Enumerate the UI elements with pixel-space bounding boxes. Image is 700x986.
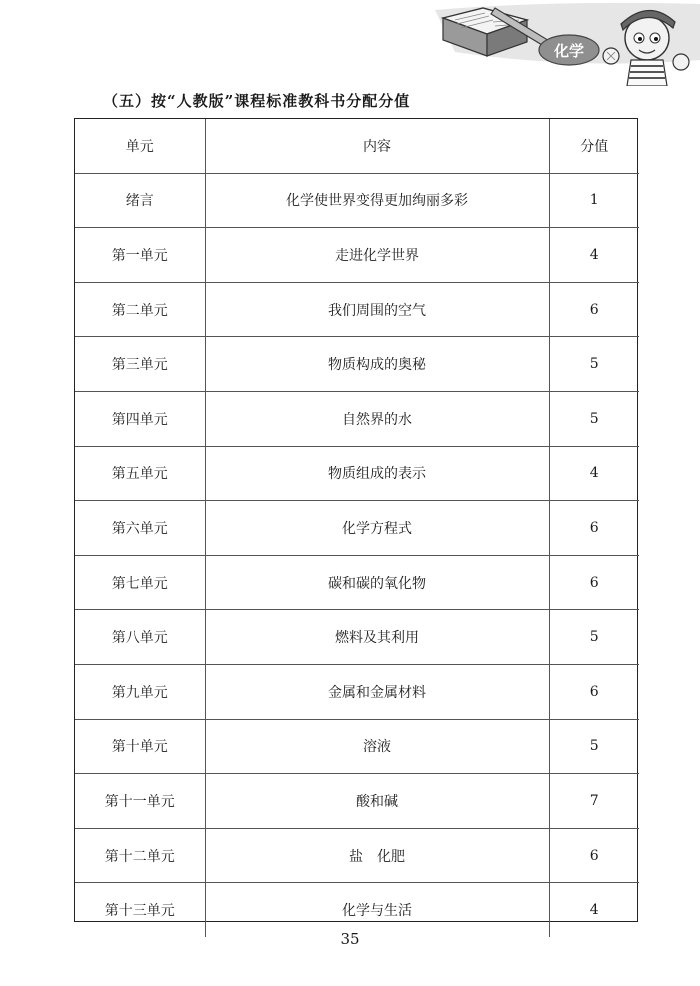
table-row	[75, 828, 639, 883]
score-cell: 1	[549, 173, 639, 228]
content-cell: 碳和碳的氧化物	[205, 555, 549, 610]
content-cell: 溶液	[205, 719, 549, 774]
table-row	[75, 555, 639, 610]
unit-cell: 第一单元	[75, 228, 205, 283]
score-cell: 6	[549, 828, 639, 883]
score-cell: 6	[549, 501, 639, 556]
table-header-row	[75, 119, 639, 173]
content-cell: 化学与生活	[205, 883, 549, 937]
column-header-content: 内容	[205, 119, 549, 173]
score-cell: 4	[549, 883, 639, 937]
score-cell: 6	[549, 664, 639, 719]
unit-cell: 第三单元	[75, 337, 205, 392]
unit-cell: 第十三单元	[75, 883, 205, 937]
score-table-container	[74, 118, 638, 922]
content-cell: 燃料及其利用	[205, 610, 549, 665]
table-row	[75, 337, 639, 392]
table-row	[75, 282, 639, 337]
content-cell: 物质组成的表示	[205, 446, 549, 501]
column-header-unit: 单元	[75, 119, 205, 173]
subject-badge-label: 化学	[553, 42, 585, 60]
unit-cell: 第十一单元	[75, 774, 205, 829]
score-cell: 6	[549, 282, 639, 337]
column-header-score: 分值	[549, 119, 639, 173]
table-row	[75, 446, 639, 501]
unit-cell: 第九单元	[75, 664, 205, 719]
table-row	[75, 774, 639, 829]
unit-cell: 第四单元	[75, 391, 205, 446]
content-cell: 走进化学世界	[205, 228, 549, 283]
content-cell: 自然界的水	[205, 391, 549, 446]
unit-cell: 第十单元	[75, 719, 205, 774]
content-cell: 金属和金属材料	[205, 664, 549, 719]
unit-cell: 第二单元	[75, 282, 205, 337]
score-cell: 4	[549, 228, 639, 283]
score-cell: 5	[549, 391, 639, 446]
table-row	[75, 719, 639, 774]
unit-cell: 第八单元	[75, 610, 205, 665]
table-row	[75, 173, 639, 228]
table-row	[75, 391, 639, 446]
content-cell: 酸和碱	[205, 774, 549, 829]
score-table	[75, 119, 639, 937]
table-row	[75, 883, 639, 937]
subject-badge	[539, 35, 599, 65]
table-row	[75, 610, 639, 665]
table-row	[75, 664, 639, 719]
score-cell: 5	[549, 610, 639, 665]
score-cell: 6	[549, 555, 639, 610]
unit-cell: 第十二单元	[75, 828, 205, 883]
unit-cell: 第七单元	[75, 555, 205, 610]
score-cell: 5	[549, 337, 639, 392]
content-cell: 我们周围的空气	[205, 282, 549, 337]
table-row	[75, 228, 639, 283]
content-cell: 盐 化肥	[205, 828, 549, 883]
header-decoration	[435, 0, 700, 86]
score-cell: 7	[549, 774, 639, 829]
unit-cell: 第六单元	[75, 501, 205, 556]
content-cell: 化学方程式	[205, 501, 549, 556]
section-title: （五）按“人教版”课程标准教科书分配分值	[103, 92, 411, 110]
score-cell: 4	[549, 446, 639, 501]
content-cell: 物质构成的奥秘	[205, 337, 549, 392]
unit-cell: 绪言	[75, 173, 205, 228]
page-number: 35	[340, 930, 360, 948]
content-cell: 化学使世界变得更加绚丽多彩	[205, 173, 549, 228]
unit-cell: 第五单元	[75, 446, 205, 501]
table-row	[75, 501, 639, 556]
score-cell: 5	[549, 719, 639, 774]
